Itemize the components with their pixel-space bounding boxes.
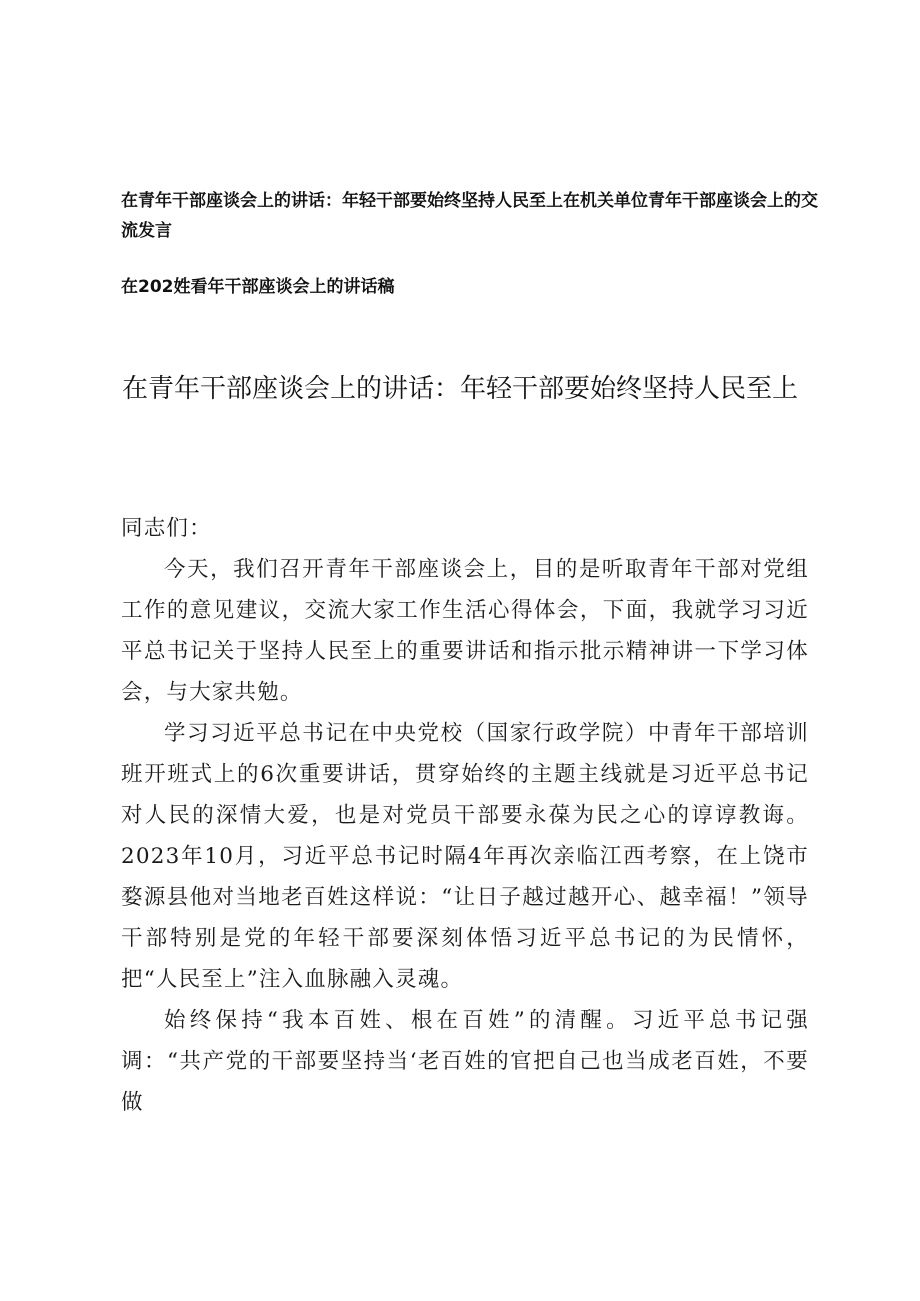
related-articles-list: [121, 186, 821, 328]
related-article-link[interactable]: 在青年干部座谈会上的讲话：年轻干部要始终坚持人民至上在机关单位青年干部座谈会上的交流发言: [121, 191, 818, 241]
related-article-link[interactable]: 在202姓看年干部座谈会上的讲话稿: [121, 277, 395, 297]
document-title: 在青年干部座谈会上的讲话：年轻干部要始终坚持人民至上: [121, 374, 798, 404]
body-paragraph: 学习习近平总书记在中央党校（国家行政学院）中青年干部培训班开班式上的6次重要讲话，贯穿始终的主题主线就是习近平总书记对人民的深情大爱，也是对党员干部要永葆为民之心的谆谆教诲。2023年10月，习近平总书记时隔4年再次亲临江西考察，在上饶市婺源县他对当地老百姓这样说：“让日子越过越开心、越幸福！”领导干部特别是党的年轻干部要深刻体悟习近平总书记的为民情怀，把“人民至上”注入血脉融入灵魂。: [121, 721, 809, 992]
body-paragraph: 今天，我们召开青年干部座谈会上，目的是听取青年干部对党组工作的意见建议，交流大家工作生活心得体会，下面，我就学习习近平总书记关于坚持人民至上的重要讲话和指示批示精神讲一下学习体会，与大家共勉。: [121, 557, 809, 705]
salutation: 同志们：: [121, 516, 212, 541]
document-body: [121, 508, 809, 1123]
body-paragraph: 始终保持“我本百姓、根在百姓”的清醒。习近平总书记强调：“共产党的干部要坚持当‘老百姓的官把自己也当成老百姓，不要做: [121, 1008, 809, 1115]
